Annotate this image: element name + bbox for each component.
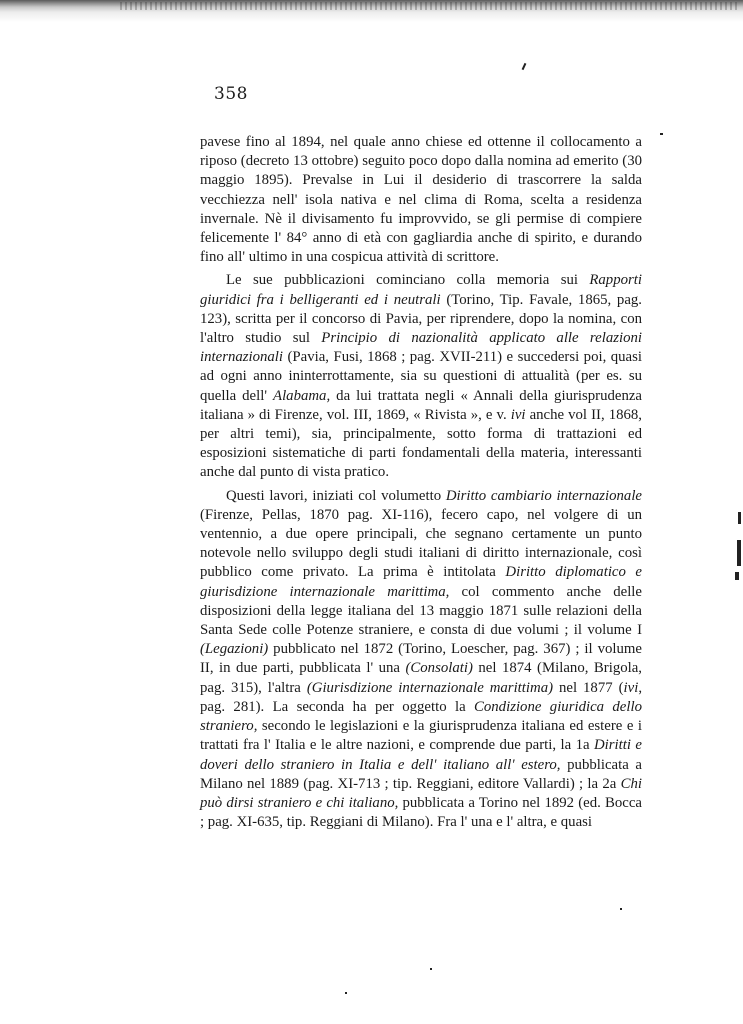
scan-edge-speckle <box>120 2 740 10</box>
text-run: , pag. 281). La seconda ha per oggetto la <box>200 679 643 715</box>
title-run: Diritti e doveri dello straniero in Italia e dell' italiano all' estero, <box>200 737 642 773</box>
title-run: ivi <box>510 406 526 423</box>
text-run: da lui trattata negli « Annali della giurisprudenza italiana » di Firenze, vol. III, 1869, « Rivista », e v. <box>200 387 642 423</box>
text-run: nel 1877 ( <box>553 679 624 696</box>
paragraph-2 <box>200 271 642 482</box>
page-number: 358 <box>214 84 248 104</box>
scan-speck <box>345 992 347 994</box>
scan-margin-mark <box>738 512 741 524</box>
text-run: (Torino, Tip. Favale, 1865, pag. 123), scritta per il concorso di Pavia, per riprendere, dopo la nomina, con l'altro studio sul <box>200 291 642 347</box>
text-run: (Pavia, Fusi, 1868 ; pag. XVII-211) e succedersi poi, quasi ad ogni anno ininterrottamente, sia su questioni di attualità (per es. su quella dell' <box>200 349 642 404</box>
title-run: Alabama, <box>273 387 331 404</box>
text-run: pubblicata a Torino nel 1892 (ed. Bocca ; pag. XI-635, tip. Reggiani di Milano). Fra l' una e l' altra, e quasi <box>200 794 642 831</box>
scan-margin-mark <box>735 572 739 580</box>
text-run: (Firenze, Pellas, 1870 pag. XI-116), fecero capo, nel volgere di un ventennio, a due opere principali, che segnano certamente un punto notevole nello sviluppo degli studi italiani di diritto internazionale, così pubblico come privato. La prima è intitolata <box>200 506 642 581</box>
scan-speck <box>430 968 432 970</box>
text-run: pubblicata a Milano nel 1889 (pag. XI-713 ; tip. Reggiani, editore Vallardi) ; la 2a <box>200 756 642 792</box>
title-run: Rapporti giuridici fra i belligeranti ed i neutrali <box>200 272 642 308</box>
title-run: Diritto cambiario internazionale <box>445 487 642 504</box>
title-run: Chi può dirsi straniero e chi italiano, <box>200 775 642 811</box>
text-run: anche vol II, 1868, per altri temi), sia, principalmente, sotto forma di trattazioni ed esposizioni sistematiche di parti fondamentali della materia, interessanti anche dal punto di vista pratico. <box>200 406 642 481</box>
title-run: Principio di nazionalità applicato alle relazioni internazionali <box>200 330 642 366</box>
text-run: nel 1874 (Milano, Brigola, pag. 315), l'altra <box>200 660 642 696</box>
scan-margin-mark <box>737 540 741 566</box>
paragraph-1 <box>200 133 642 267</box>
paragraph-1-text: pavese fino al 1894, nel quale anno chiese ed ottenne il collocamento a riposo (decreto 13 ottobre) seguito poco dopo dalla nomina ad emerito (30 maggio 1895). Prevalse in Lui il desiderio di trascorrere la salda vecchiezza nell' isola nativa e nel clima di Roma, scelta a residenza invernale. Nè il divisamento fu improvvido, se gli permise di compiere felicemente l' 84° anno di età con gagliardia anche di spirito, e durando fino all' ultimo in una cospicua attività di scrittore. <box>200 134 642 266</box>
body-text <box>200 133 642 836</box>
text-run: col commento anche delle disposizioni della legge italiana del 13 maggio 1871 sulle relazioni della Santa Sede colle Potenze straniere, e consta di due volumi ; il volume I <box>200 583 642 639</box>
title-run: Condizione giuridica dello straniero, <box>200 698 642 735</box>
scan-speck <box>620 908 622 910</box>
text-run: Le sue pubblicazioni cominciano colla memoria sui <box>226 272 590 289</box>
title-run: (Consolati) <box>405 660 473 677</box>
title-run: (Legazioni) <box>200 641 269 658</box>
text-run: pubblicato nel 1872 (Torino, Loescher, pag. 367) ; il volume II, in due parti, pubblicata l' una <box>200 641 642 677</box>
title-run: (Giurisdizione internazionale marittima) <box>306 679 554 696</box>
scan-speck <box>522 63 527 70</box>
title-run: ivi <box>623 679 639 696</box>
paragraph-3 <box>200 487 642 833</box>
text-run: secondo le legislazioni e la giurisprudenza italiana ed estere e i trattati fra l' Italia e le altre nazioni, e comprende due parti, la 1a <box>200 718 642 754</box>
text-run: Questi lavori, iniziati col volumetto <box>226 487 446 504</box>
scan-speck <box>660 133 663 135</box>
title-run: Diritto diplomatico e giurisdizione internazionale marittima, <box>200 564 642 600</box>
